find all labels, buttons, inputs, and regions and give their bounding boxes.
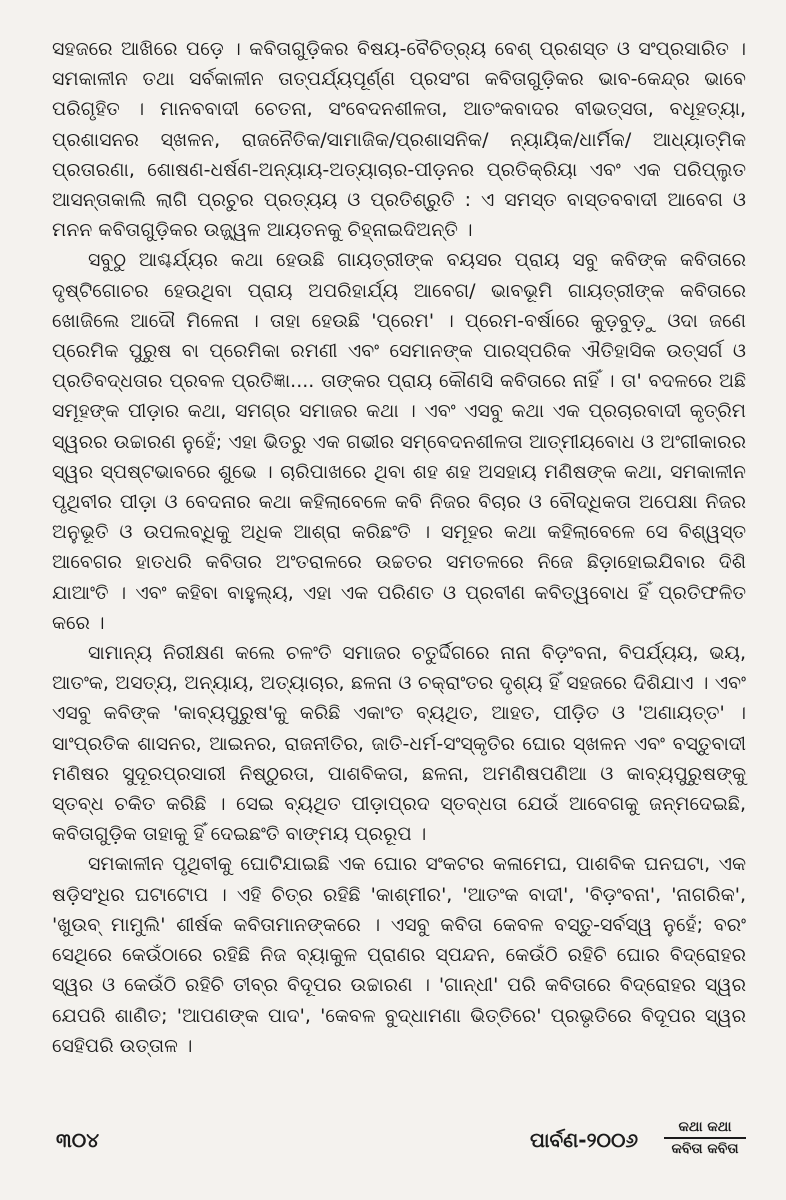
article-body bbox=[52, 34, 746, 1061]
issue-label: ପାର୍ବଣ-୨୦୦୬ bbox=[530, 1128, 639, 1152]
paragraph-1: ସହଜରେ ଆଖିରେ ପଡ଼େ । କବିତାଗୁଡ଼ିକର ବିଷୟ-ବୈଚିତ୍ର୍ୟ ବେଶ୍ ପ୍ରଶସ୍ତ ଓ ସଂପ୍ରସାରିତ । ସମକାଳୀନ ତଥା ସର୍ବକାଳୀନ ତାତ୍ପର୍ଯ୍ୟପୂର୍ଣ୍ଣ ପ୍ରସଂଗ କବିତାଗୁଡ଼ିକର ଭାବ-କେନ୍ଦ୍ର ଭାବେ ପରିଗୃହିତ । ମାନବବାଦୀ ଚେତନା, ସଂବେଦନଶୀଳତା, ଆତଂକବାଦର ବୀଭତ୍ସତା, ବଧୂହତ୍ୟା, ପ୍ରଶାସନର ସ୍ଖଳନ, ରାଜନୈତିକ/ସାମାଜିକ/ପ୍ରଶାସନିକ/ ନ୍ୟାୟିକ/ଧାର୍ମିକ/ ଆଧ୍ୟାତ୍ମିକ ପ୍ରତାରଣା, ଶୋଷଣ-ଧର୍ଷଣ-ଅନ୍ୟାୟ-ଅତ୍ୟାଚାର-ପୀଡ଼ନର ପ୍ରତିକ୍ରିୟା ଏବଂ ଏକ ପରିପ୍ଲୁତ ଆସନ୍ତାକାଲି ଲାଗି ପ୍ରଚୁର ପ୍ରତ୍ୟୟ ଓ ପ୍ରତିଶ୍ରୁତି : ଏ ସମସ୍ତ ବାସ୍ତବବାଦୀ ଆବେଗ ଓ ମନନ କବିତାଗୁଡ଼ିକର ଉଜ୍ଜ୍ୱଳ ଆୟତନକୁ ଚିହ୍ନାଇଦିଅନ୍ତି । bbox=[52, 38, 746, 242]
column-label bbox=[664, 1118, 746, 1158]
column-label-bottom: କବିତା କବିତା bbox=[671, 1141, 739, 1157]
paragraph-3: ସାମାନ୍ୟ ନିରୀକ୍ଷଣ କଲେ ଚଳଂତି ସମାଜର ଚତୁର୍ଦ୍ଦିଗରେ ନାନା ବିଡ଼ଂବନା, ବିପର୍ଯ୍ୟୟ, ଭୟ, ଆତଂକ, ଅସତ୍ୟ, ଅନ୍ୟାୟ, ଅତ୍ୟାଚାର, ଛଳନା ଓ ଚକ୍ରାଂତର ଦୃଶ୍ୟ ହିଁ ସହଜରେ ଦିଶିଯାଏ । ଏବଂ ଏସବୁ କବିଙ୍କ 'କାବ୍ୟପୁରୁଷ'କୁ କରିଛି ଏକାଂତ ବ୍ୟଥିତ, ଆହତ, ପୀଡ଼ିତ ଓ 'ଅଣାୟତ୍ତ' । ସାଂପ୍ରତିକ ଶାସନର, ଆଇନର, ରାଜନୀତିର, ଜାତି-ଧର୍ମ-ସଂସ୍କୃତିର ଘୋର ସ୍ଖଳନ ଏବଂ ବସ୍ତୁବାଦୀ ମଣିଷର ସୁଦୂରପ୍ରସାରୀ ନିଷ୍ଠୁରତା, ପାଶବିକତା, ଛଳନା, ଅମଣିଷପଣିଆ ଓ କାବ୍ୟପୁରୁଷଙ୍କୁ ସ୍ତବ୍ଧ ଚକିତ କରିଛି । ସେଇ ବ୍ୟଥିତ ପୀଡ଼ାପ୍ରଦ ସ୍ତବ୍ଧତା ଯେଉଁ ଆବେଗକୁ ଜନ୍ମଦେଇଛି, କବିତାଗୁଡ଼ିକ ତାହାକୁ ହିଁ ଦେଇଛଂତି ବାଙ୍ମୟ ପ୍ରରୂପ । bbox=[52, 642, 746, 846]
column-label-top: କଥା କଥା bbox=[678, 1119, 732, 1135]
page-number: ୩୦୪ bbox=[56, 1128, 100, 1152]
page-footer bbox=[52, 1118, 746, 1178]
column-divider bbox=[664, 1137, 746, 1139]
paragraph-4: ସମକାଳୀନ ପୃଥିବୀକୁ ଘୋଟିଯାଇଛି ଏକ ଘୋର ସଂକଟର କଳାମେଘ, ପାଶବିକ ଘନଘଟା, ଏକ ଷଡ଼ିସଂଧିର ଘଟାଟୋପ । ଏହି ଚିତ୍ର ରହିଛି 'କାଶ୍ମୀର', 'ଆତଂକ ବାଦୀ', 'ବିଡ଼ଂବନା', 'ନାଗରିକ', 'ଖୁଉବ୍ ମାମୁଲି' ଶୀର୍ଷକ କବିତାମାନଙ୍କରେ । ଏସବୁ କବିତା କେବଳ ବସ୍ତୁ-ସର୍ବସ୍ୱ ନୁହେଁ; ବରଂ ସେଥିରେ କେଉଁଠାରେ ରହିଛି ନିଜ ବ୍ୟାକୁଳ ପ୍ରାଣର ସ୍ପନ୍ଦନ, କେଉଁଠି ରହିଚି ଘୋର ବିଦ୍ରୋହର ସ୍ୱର ଓ କେଉଁଠି ରହିଚି ତୀବ୍ର ବିଦୂପର ଉଚ୍ଚାରଣ । 'ଗାନ୍ଧୀ' ପରି କବିତାରେ ବିଦ୍ରୋହର ସ୍ୱର ଯେପରି ଶାଣିତ; 'ଆପଣଙ୍କ ପାଦ', 'କେବଳ ବୁଦ୍ଧାମଣା ଭିତ୍ତିରେ' ପ୍ରଭୃତିରେ ବିଦୂପର ସ୍ୱର ସେହିପରି ଉତ୍ତାଳ । bbox=[52, 853, 746, 1057]
paragraph-2: ସବୁଠୁ ଆଶ୍ଚର୍ଯ୍ୟର କଥା ହେଉଛି ଗାୟତ୍ରୀଙ୍କ ବୟସର ପ୍ରାୟ ସବୁ କବିଙ୍କ କବିତାରେ ଦୃଷ୍ଟିଗୋଚର ହେଉଥିବା ପ୍ରାୟ ଅପରିହାର୍ଯ୍ୟ ଆବେଗ/ ଭାବଭୂମି ଗାୟତ୍ରୀଙ୍କ କବିତାରେ ଖୋଜିଲେ ଆଦୌ ମିଳେନା । ତାହା ହେଉଛି 'ପ୍ରେମ' । ପ୍ରେମ-ବର୍ଷାରେ କୁଡ଼ବୁଡ଼ୁ ଓଦା ଜଣେ ପ୍ରେମିକ ପୁରୁଷ ବା ପ୍ରେମିକା ରମଣୀ ଏବଂ ସେମାନଙ୍କ ପାରସ୍ପରିକ ଐତିହାସିକ ଉତ୍ସର୍ଗ ଓ ପ୍ରତିବଦ୍ଧତାର ପ୍ରବଳ ପ୍ରତିଜ୍ଞା.... ତାଙ୍କର ପ୍ରାୟ କୌଣସି କବିତାରେ ନାହିଁ । ତା' ବଦଳରେ ଅଛି ସମୂହଙ୍କ ପୀଡ଼ାର କଥା, ସମଗ୍ର ସମାଜର କଥା । ଏବଂ ଏସବୁ କଥା ଏକ ପ୍ରଚାରବାଦୀ କୃତ୍ରିମ ସ୍ୱରର ଉଚ୍ଚାରଣ ନୁହେଁ; ଏହା ଭିତରୁ ଏକ ଗଭୀର ସମ୍ବେଦନଶୀଳତା ଆତ୍ମୀୟବୋଧ ଓ ଅଂଗୀକାରର ସ୍ୱର ସ୍ପଷ୍ଟଭାବରେ ଶୁଭେ । ଚାରିପାଖରେ ଥିବା ଶହ ଶହ ଅସହାୟ ମଣିଷଙ୍କ କଥା, ସମକାଳୀନ ପୃଥିବୀର ପୀଡ଼ା ଓ ବେଦନାର କଥା କହିଲାବେଳେ କବି ନିଜର ବିଚାର ଓ ବୌଦ୍ଧିକତା ଅପେକ୍ଷା ନିଜର ଅନୁଭୂତି ଓ ଉପଲବ୍ଧିକୁ ଅଧିକ ଆଶ୍ରା କରିଛଂତି । ସମୂହର କଥା କହିଲାବେଳେ ସେ ବିଶ୍ୱସ୍ତ ଆବେଗର ହାତଧରି କବିତାର ଅଂତରାଳରେ ଉଚ୍ଚତର ସମତଳରେ ନିଜେ ଛିଡ଼ାହୋଇଯିବାର ଦିଶି ଯାଆଂତି । ଏବଂ କହିବା ବାହୁଲ୍ୟ, ଏହା ଏକ ପରିଣତ ଓ ପ୍ରବୀଣ କବିତ୍ୱବୋଧ ହିଁ ପ୍ରତିଫଳିତ କରେ । bbox=[52, 249, 746, 634]
